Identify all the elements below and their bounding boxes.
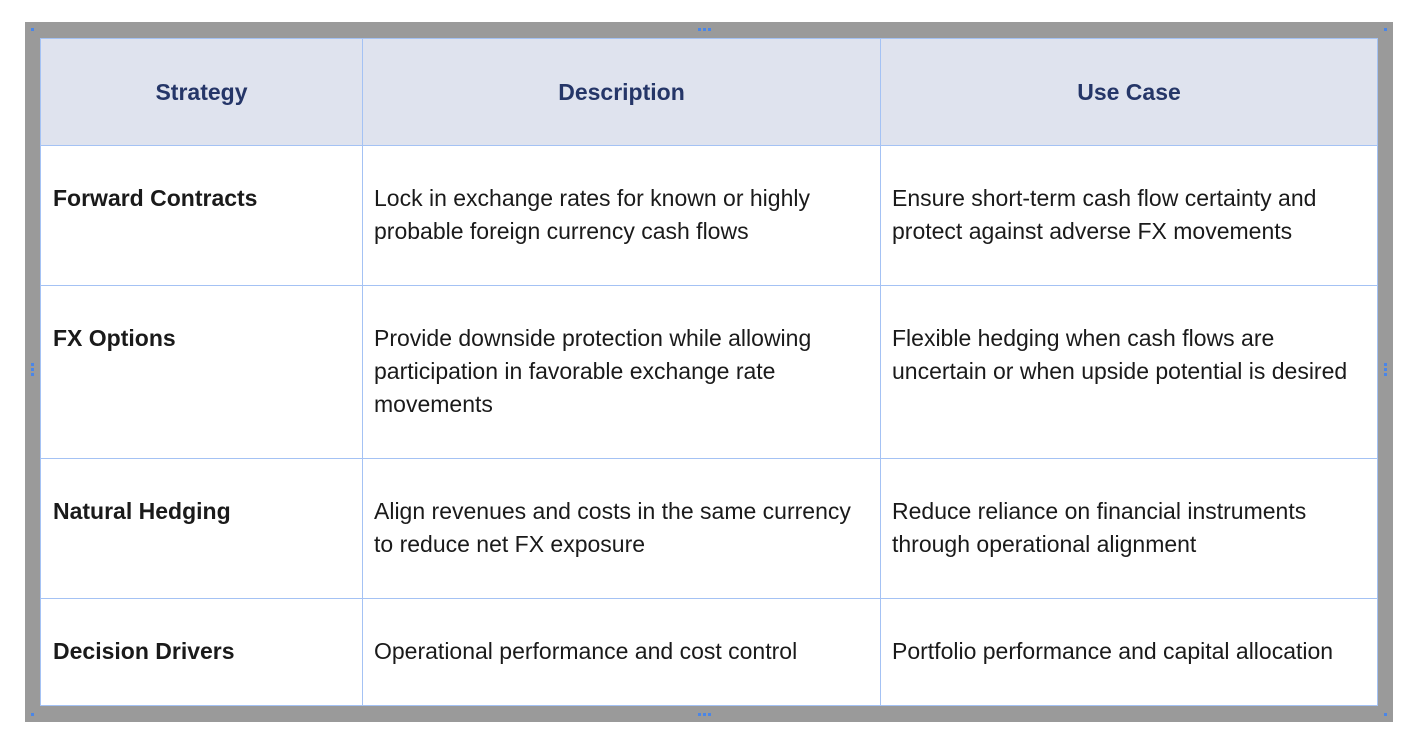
resize-handle-top[interactable] (698, 28, 701, 31)
cell-use-case[interactable] (881, 146, 1378, 286)
resize-handle-top-right[interactable] (1384, 28, 1387, 31)
resize-handle-right-2[interactable] (1384, 368, 1387, 371)
resize-handle-left-3[interactable] (31, 373, 34, 376)
cell-strategy[interactable] (41, 599, 363, 706)
resize-handle-bottom-2[interactable] (703, 713, 706, 716)
cell-strategy[interactable] (41, 286, 363, 459)
cell-text: Flexible hedging when cash flows are uncertain or when upside potential is desired (892, 325, 1348, 384)
cell-description[interactable] (363, 599, 881, 706)
cell-text: Forward Contracts (53, 185, 258, 211)
table-header-row (41, 39, 1378, 146)
cell-text: Operational performance and cost control (374, 638, 798, 664)
table-row (41, 459, 1378, 599)
table-row (41, 599, 1378, 706)
cell-use-case[interactable] (881, 286, 1378, 459)
table-row (41, 146, 1378, 286)
resize-handle-top-left[interactable] (31, 28, 34, 31)
cell-strategy[interactable] (41, 146, 363, 286)
header-description[interactable]: Description (363, 39, 881, 146)
table-row (41, 286, 1378, 459)
resize-handle-bottom[interactable] (698, 713, 701, 716)
cell-text: FX Options (53, 325, 176, 351)
table-selection-frame[interactable] (25, 22, 1393, 722)
hedging-strategies-table[interactable] (40, 38, 1378, 706)
cell-text: Ensure short-term cash flow certainty and protect against adverse FX movements (892, 185, 1317, 244)
cell-text: Provide downside protection while allowing participation in favorable exchange rate movements (374, 325, 812, 417)
header-strategy[interactable]: Strategy (41, 39, 363, 146)
resize-handle-right[interactable] (1384, 363, 1387, 366)
cell-text: Natural Hedging (53, 498, 231, 524)
resize-handle-bottom-right[interactable] (1384, 713, 1387, 716)
cell-use-case[interactable] (881, 459, 1378, 599)
resize-handle-top-2[interactable] (703, 28, 706, 31)
cell-description[interactable] (363, 146, 881, 286)
cell-text: Lock in exchange rates for known or highly probable foreign currency cash flows (374, 185, 810, 244)
cell-strategy[interactable] (41, 459, 363, 599)
header-use-case[interactable]: Use Case (881, 39, 1378, 146)
cell-text: Decision Drivers (53, 638, 235, 664)
resize-handle-top-3[interactable] (708, 28, 711, 31)
resize-handle-left-2[interactable] (31, 368, 34, 371)
cell-text: Reduce reliance on financial instruments through operational alignment (892, 498, 1307, 557)
cell-text: Align revenues and costs in the same currency to reduce net FX exposure (374, 498, 851, 557)
cell-description[interactable] (363, 459, 881, 599)
resize-handle-bottom-left[interactable] (31, 713, 34, 716)
resize-handle-bottom-3[interactable] (708, 713, 711, 716)
resize-handle-left[interactable] (31, 363, 34, 366)
cell-description[interactable] (363, 286, 881, 459)
resize-handle-right-3[interactable] (1384, 373, 1387, 376)
cell-text: Portfolio performance and capital allocation (892, 638, 1334, 664)
cell-use-case[interactable] (881, 599, 1378, 706)
